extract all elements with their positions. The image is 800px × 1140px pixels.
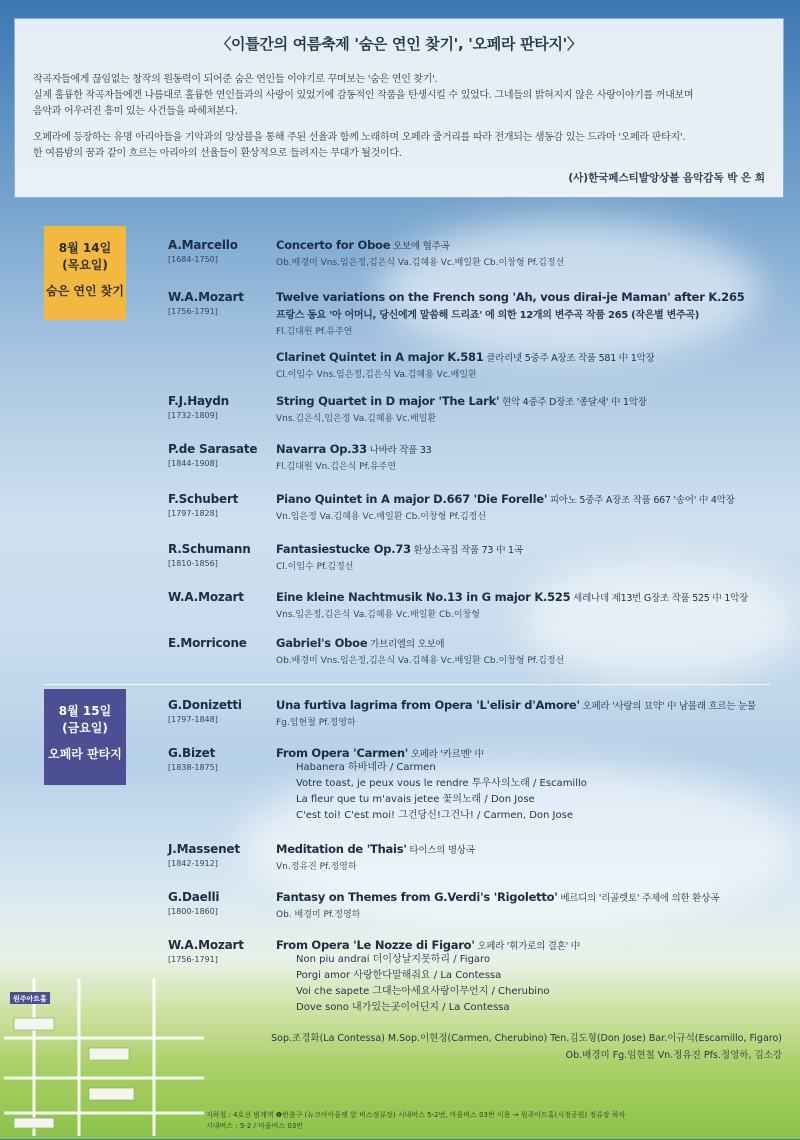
aria-item: C'est toi! C'est moi! 그건당신!그건나! / Carmen, Don Jose [296, 810, 573, 821]
work-entry [276, 238, 781, 268]
performers: Ob. 배경미 Pf.정영하 [276, 910, 361, 920]
composer-name: J.Massenet [168, 842, 240, 856]
intro-line: 실제 훌륭한 작곡자들에겐 나름대로 훌륭한 연인들과의 사랑이 있었기에 감동적인 작품을 탄생시킬 수 있었다. 그네들의 밝혀지지 않은 사랑이야기를 꺼내보며 [33, 90, 694, 101]
performers: Fl.김대원 Vn.김은식 Pf.유주연 [276, 462, 397, 472]
cast-singers: Sop.조경화(La Contessa) M.Sop.이현정(Carmen, Cherubino) Ten.김도형(Don Jose) Bar.이규석(Escamillo, Figaro) [271, 1033, 782, 1044]
performers: Cl.이임수 Vns.임은정,김은식 Va.김혜용 Vc.배일환 [276, 370, 477, 380]
work-title-en: String Quartet in D major 'The Lark' [276, 394, 500, 408]
work-title-en: From Opera 'Le Nozze di Figaro' [276, 938, 475, 952]
work-title-en: Una furtiva lagrima from Opera 'L'elisir d'Amore' [276, 698, 580, 712]
directions-subway: 지하철 : 4호선 범계역 ❶번출구 (뉴코아아울렛 앞 버스정류장) 시내버스 5-2번, 마을버스 03번 이용 → 원주아트홀(시청공원) 정류장 하차 [206, 1111, 626, 1119]
work-title-en: From Opera 'Carmen' [276, 746, 409, 760]
composer-years: [1810-1856] [168, 559, 218, 568]
day-date: 8월 15일 [58, 704, 112, 718]
work-title [276, 938, 781, 952]
work-title-en: Fantasy on Themes from G.Verdi's 'Rigoletto' [276, 890, 558, 904]
work-title-en: Gabriel's Oboe [276, 636, 368, 650]
work-entry [276, 746, 781, 824]
performers: Vn.정유진 Pf.정영하 [276, 862, 357, 872]
composer-years: [1756-1791] [168, 955, 218, 964]
composer-name: F.Schubert [168, 492, 239, 506]
performers: Fg.임현철 Pf.정영하 [276, 718, 356, 728]
composer-name: R.Schumann [168, 542, 251, 556]
composer-name: F.J.Haydn [168, 394, 229, 408]
aria-item: Non piu andrai 더이상날지못하리 / Figaro [296, 954, 491, 965]
composer-years: [1842-1912] [168, 859, 218, 868]
day-weekday: (목요일) [62, 258, 108, 272]
day-box-aug-14 [44, 226, 126, 320]
composer-name: G.Bizet [168, 746, 216, 760]
composer-name: E.Morricone [168, 636, 247, 650]
day-box-aug-15 [44, 689, 126, 785]
performers: Fl.김대원 Pf.유주연 [276, 327, 353, 337]
work-title-kr: 세레나데 제13번 G장조 작품 525 中 1악장 [570, 593, 749, 604]
work-title [276, 238, 781, 252]
work-title [276, 698, 781, 712]
composer-years: [1684-1750] [168, 255, 218, 264]
intro-line: 음악과 어우러진 흥미 있는 사건들을 파헤쳐본다. [33, 106, 238, 117]
intro-line: 한 여름밤의 꿈과 같이 흐르는 아리아의 선율들이 환상적으로 들려지는 무대가 될것이다. [33, 148, 402, 159]
work-entry [276, 442, 781, 472]
work-entry [276, 698, 781, 728]
intro-title: 〈이틀간의 여름축제 '숨은 연인 찾기', '오페라 판타지'〉 [216, 35, 582, 53]
work-entry [276, 350, 781, 380]
aria-item: Habanera 하바네라 / Carmen [296, 762, 436, 773]
work-title [276, 350, 781, 364]
performers: Vns.김은식,임은정 Va.김혜용 Vc.배일환 [276, 414, 437, 424]
day-weekday: (금요일) [62, 721, 108, 735]
work-title-en: Piano Quintet in A major D.667 'Die Forelle' [276, 492, 548, 506]
work-entry [276, 842, 781, 872]
work-title-kr: 나바라 작품 33 [366, 445, 432, 456]
composer-years: [1797-1848] [168, 715, 218, 724]
aria-item: Votre toast, je peux vous le rendre 투우사의노래 / Escamillo [296, 778, 587, 789]
composer-name: G.Daelli [168, 890, 220, 904]
work-entry [276, 492, 781, 522]
composer-entry [168, 698, 242, 724]
composer-entry [168, 938, 244, 964]
composer-years: [1797-1828] [168, 509, 218, 518]
composer-name: W.A.Mozart [168, 290, 244, 304]
composer-name: W.A.Mozart [168, 938, 244, 952]
work-entry [276, 938, 781, 1016]
work-title-kr: 가브리엘의 오보에 [367, 639, 445, 650]
composer-entry [168, 636, 247, 650]
composer-entry [168, 590, 244, 604]
composer-entry [168, 394, 229, 420]
composer-entry [168, 238, 238, 264]
section-divider [44, 684, 770, 685]
aria-item: Porgi amor 사랑한다말해줘요 / La Contessa [296, 970, 502, 981]
work-title-kr: 클라리넷 5중주 A장조 작품 581 中 1악장 [483, 353, 655, 364]
work-title-en: Meditation de 'Thais' [276, 842, 407, 856]
work-title [276, 590, 781, 604]
composer-entry [168, 290, 244, 316]
composer-years: [1838-1875] [168, 763, 218, 772]
composer-years: [1844-1908] [168, 459, 218, 468]
performers: Ob.배경미 Vns.임은정,김은식 Va.김혜용 Vc.배일환 Cb.이창형 Pf.김정선 [276, 258, 565, 268]
work-title-kr: 피아노 5중주 A장조 작품 667 '송어' 中 4악장 [547, 495, 735, 506]
work-title-kr: 오페라 '휘가로의 결혼' 中 [474, 941, 581, 952]
composer-name: G.Donizetti [168, 698, 242, 712]
signature: (사)한국페스티발앙상블 음악감독 박 은 희 [568, 172, 765, 184]
work-title [276, 842, 781, 856]
work-entry [276, 636, 781, 666]
work-title-kr: 타이스의 명상곡 [406, 845, 475, 856]
directions [206, 1110, 625, 1132]
day-date: 8월 14일 [58, 241, 112, 255]
directions-bus: 시내버스 : 5-2 / 마을버스 03번 [206, 1122, 304, 1130]
work-title-kr: 오페라 '사랑의 묘약' 中 남몰래 흐르는 눈물 [579, 701, 756, 712]
performers: Cl.이임수 Pf.김정선 [276, 562, 354, 572]
work-title-kr: 현악 4중주 D장조 '종달새' 中 1악장 [499, 397, 647, 408]
composer-years: [1756-1791] [168, 307, 218, 316]
day-theme: 숨은 연인 찾기 [46, 284, 124, 298]
composer-entry [168, 746, 218, 772]
work-title [276, 636, 781, 650]
work-title-en: Navarra Op.33 [276, 442, 367, 456]
performers: Vn.임은정 Va.김혜용 Vc.배일환 Cb.이창형 Pf.김정선 [276, 512, 487, 522]
work-entry [276, 890, 781, 920]
cast-list [271, 1030, 782, 1064]
work-entry [276, 290, 781, 337]
composer-entry [168, 492, 238, 518]
work-entry [276, 542, 781, 572]
work-title-en: Fantasiestucke Op.73 [276, 542, 411, 556]
work-title [276, 442, 781, 456]
composer-entry [168, 842, 240, 868]
work-title-en: Eine kleine Nachtmusik No.13 in G major K.525 [276, 590, 571, 604]
work-title-kr: 오페라 '카르멘' 中 [408, 749, 484, 760]
day-theme: 오페라 판타지 [48, 747, 122, 761]
composer-name: P.de Sarasate [168, 442, 258, 456]
intro-line: 작곡자들에게 끊임없는 창작의 원동력이 되어준 숨은 연인들 이야기로 꾸며보는 '숨은 연인 찾기'. [33, 74, 438, 85]
composer-entry [168, 542, 251, 568]
work-title [276, 492, 781, 506]
performers: Ob.배경미 Vns.임은정,김은식 Va.김혜용 Vc.배일환 Cb.이창형 Pf.김정선 [276, 656, 565, 666]
work-entry [276, 394, 781, 424]
work-title [276, 746, 781, 760]
intro-paragraph-2 [33, 130, 765, 162]
composer-years: [1800-1860] [168, 907, 218, 916]
work-title-kr: 프랑스 동요 '아 어머니, 당신에게 말씀해 드리죠' 에 의한 12개의 변주곡 작품 265 (작은별 변주곡) [276, 310, 699, 321]
aria-item: Dove sono 내가있는곳이어딘지 / La Contessa [296, 1002, 510, 1013]
intro-line: 오페라에 등장하는 유명 아리아들을 기악과의 앙상블을 통해 주된 선율과 함께 노래하며 오페라 줄거리를 따라 전개되는 생동감 있는 드라마 '오페라 판타지'. [33, 132, 686, 143]
work-title-kr: 오보에 협주곡 [390, 241, 450, 252]
work-title [276, 890, 781, 904]
work-title-kr: 베르디의 '리골렛토' 주제에 의한 환상곡 [557, 893, 719, 904]
composer-name: W.A.Mozart [168, 590, 244, 604]
composer-entry [168, 890, 219, 916]
work-title [276, 394, 781, 408]
composer-years: [1732-1809] [168, 411, 218, 420]
composer-entry [168, 442, 257, 468]
intro-box [14, 18, 784, 198]
map-venue-label: 원주아트홀 [13, 995, 47, 1003]
aria-item: Voi che sapete 그대는아세요사랑이무언지 / Cherubino [296, 986, 550, 997]
work-title: Twelve variations on the French song 'Ah, vous dirai-je Maman' after K.265 [276, 290, 745, 304]
work-title-kr: 환상소곡집 작품 73 中 1곡 [410, 545, 523, 556]
work-title-en: Clarinet Quintet in A major K.581 [276, 350, 484, 364]
aria-item: La fleur que tu m'avais jetee 꽃의노래 / Don Jose [296, 794, 535, 805]
venue-map [4, 978, 204, 1136]
work-title-en: Concerto for Oboe [276, 238, 391, 252]
composer-name: A.Marcello [168, 238, 238, 252]
performers: Vns.임은정,김은식 Va.김혜용 Vc.배일환 Cb.이창형 [276, 610, 480, 620]
work-entry [276, 590, 781, 620]
work-title [276, 542, 781, 556]
intro-paragraph-1 [33, 72, 765, 120]
cast-instrumentalists: Ob.배경미 Fg.임현철 Vn.정유진 Pfs.정영하, 김소강 [565, 1050, 782, 1061]
